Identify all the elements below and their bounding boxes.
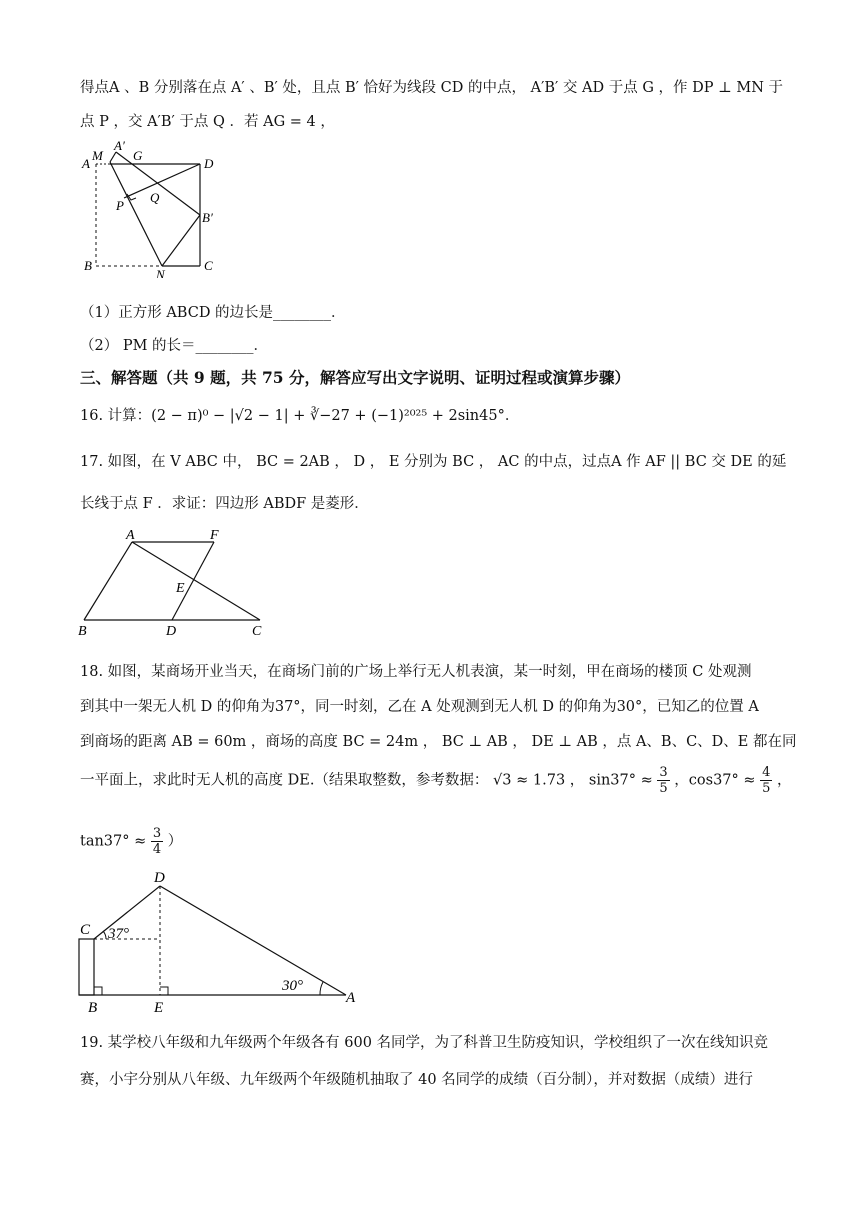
q17-text-line2: 长线于点 F ．求证：四边形 ABDF 是菱形． (80, 496, 369, 512)
q15-text-line2: 点 P ，交 A′B′ 于点 Q ．若 AG = 4 ， (80, 114, 335, 130)
q18-line4-text: 一平面上，求此时无人机的高度 DE.（结果取整数，参考数据： (80, 772, 489, 789)
label-D: D (166, 624, 177, 639)
q18-cos-fraction: $\frac{4}{5}$ (762, 765, 771, 796)
label-N: N (156, 267, 165, 278)
label-A1: A′ (114, 138, 125, 153)
label-F: F (210, 528, 219, 543)
label-M: M (92, 148, 103, 163)
label-Q: Q (150, 190, 160, 205)
q18-text-line1: 18. 如图，某商场开业当天，在商场门前的广场上举行无人机表演，某一时刻，甲在商场的楼顶 C 处观测 (80, 664, 752, 680)
q18-tan-fraction: $\frac{3}{4}$ (152, 826, 162, 857)
label-B1: B′ (202, 210, 213, 225)
q16-text: 16. 计算：(2 − π)⁰ − |√2 − 1| + ∛−27 + (−1)²⁰²⁵ + 2sin45°． (80, 408, 520, 424)
label-A: A (126, 528, 135, 543)
label-D: D (154, 870, 165, 886)
q18-text-line3: 到商场的距离 AB = 60m ，商场的高度 BC = 24m ， BC ⊥ AB ， DE ⊥ AB ，点 A、B、C、D、E 都在同 (80, 734, 797, 750)
q18-text-line4 (80, 765, 792, 796)
label-D: D (204, 156, 214, 171)
q18-text-line2: 到其中一架无人机 D 的仰角为37°，同一时刻，乙在 A 处观测到无人机 D 的仰角为30°，已知乙的位置 A (80, 699, 759, 715)
label-B: B (78, 624, 87, 639)
q15-sub2: （2） PM 的长＝________． (80, 338, 269, 354)
q15-text-line1: 得点A 、B 分别落在点 A′ 、B′ 处，且点 B′ 恰好为线段 CD 的中点， A′B′ 交 AD 于点 G ，作 DP ⊥ MN 于 (80, 80, 784, 96)
label-A: A (82, 156, 90, 171)
q15-square-figure (78, 138, 238, 278)
label-C: C (252, 624, 262, 639)
q18-sin: sin37° ≈ (588, 772, 653, 789)
label-angle-37: 37° (108, 926, 129, 942)
label-A: A (346, 990, 356, 1006)
label-B: B (84, 258, 92, 273)
label-E: E (154, 1000, 164, 1016)
label-angle-30: 30° (282, 978, 303, 994)
q19-text-line1: 19. 某学校八年级和九年级两个年级各有 600 名同学，为了科普卫生防疫知识，学校组织了一次在线知识竞 (80, 1035, 769, 1051)
q18-text-line5 (80, 826, 182, 857)
q17-text-line1: 17. 如图，在 V ABC 中， BC = 2AB ， D ， E 分别为 BC ， AC 的中点，过点A 作 AF || BC 交 DE 的延 (80, 454, 787, 470)
q18-tan: tan37° ≈ (80, 833, 147, 850)
section-heading: 三、解答题（共 9 题，共 75 分，解答应写出文字说明、证明过程或演算步骤） (80, 368, 630, 387)
q18-comma: ， (777, 772, 792, 789)
q15-sub1: （1）正方形 ABCD 的边长是________． (80, 305, 346, 321)
label-G: G (133, 148, 143, 163)
q18-cos: ，cos37° ≈ (674, 772, 756, 789)
label-E: E (176, 581, 185, 596)
q18-sin-fraction: $\frac{3}{5}$ (659, 765, 668, 796)
q17-parallelogram-figure (74, 524, 274, 644)
label-C: C (80, 922, 91, 938)
q18-close: ） (167, 833, 183, 850)
label-B: B (88, 1000, 98, 1016)
q18-drone-figure (74, 866, 364, 1016)
label-P: P (116, 198, 124, 213)
label-C: C (204, 258, 213, 273)
q18-sqrt3: √3 ≈ 1.73 ， (493, 772, 585, 789)
q19-text-line2: 赛，小宇分别从八年级、九年级两个年级随机抽取了 40 名同学的成绩（百分制），并对数据（成绩）进行 (80, 1072, 753, 1088)
